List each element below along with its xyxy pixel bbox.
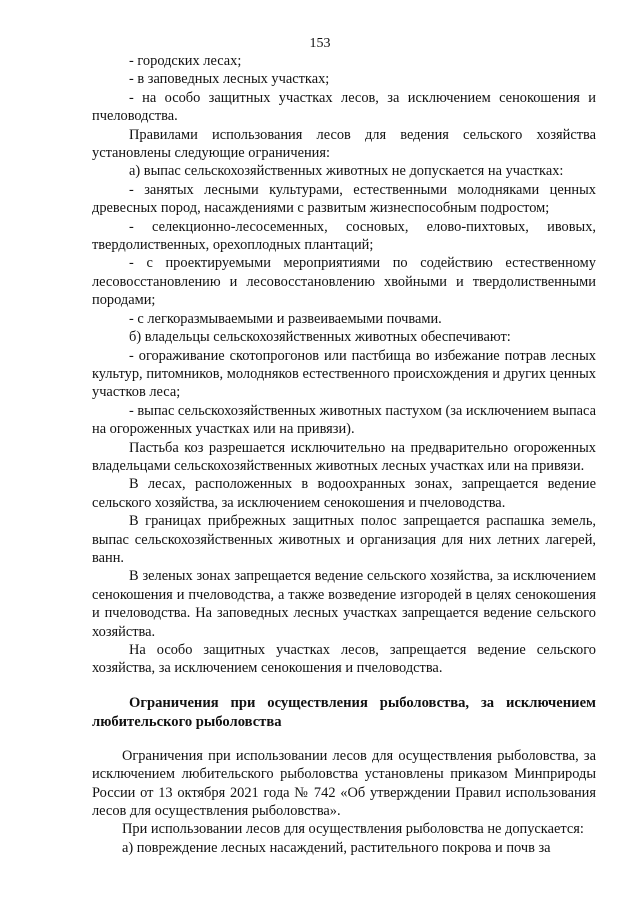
document-body <box>92 52 596 857</box>
paragraph-grazing-restrictions: а) выпас сельскохозяйственных животных не допускается на участках: <box>129 163 564 180</box>
paragraph-coastal-strips: В границах прибрежных защитных полос запрещается распашка земель, выпас сельскохозяйственных животных и организация для них летних лагерей, ванн. <box>92 513 596 566</box>
paragraph-owners-obligations: б) владельцы сельскохозяйственных животных обеспечивают: <box>129 329 511 346</box>
paragraph-goats: Пастьба коз разрешается исключительно на предварительно огороженных владельцами сельскохозяйственных животных лесных участках или на привязи. <box>92 439 596 474</box>
list-item-erodible-soils: - с легкоразмываемыми и развеиваемыми почвами. <box>129 310 442 327</box>
list-item-reserve-plots: - в заповедных лесных участках; <box>129 71 330 88</box>
list-item-fencing: - огораживание скотопрогонов или пастбища во избежание потрав лесных культур, питомников, молодняков естественного происхождения и других ценных участков леса; <box>92 347 596 401</box>
paragraph-water-protection: В лесах, расположенных в водоохранных зонах, запрещается ведение сельского хозяйства, за исключением сенокошения и пчеловодства. <box>92 476 596 511</box>
list-item-shepherd: - выпас сельскохозяйственных животных пастухом (за исключением выпаса на огороженных участках или на привязи). <box>92 402 596 438</box>
paragraph-damage: а) повреждение лесных насаждений, растительного покрова и почв за <box>122 839 551 856</box>
paragraph-agriculture-rules: Правилами использования лесов для ведения сельского хозяйства установлены следующие ограничения: <box>92 126 596 162</box>
paragraph-green-zones: В зеленых зонах запрещается ведение сельского хозяйства, за исключением сенокошения и пчеловодства, а также возведение изгородей в целях сенокошения и пчеловодства. На заповедных лесных участках запрещается ведение сельского хозяйства. <box>92 568 596 640</box>
list-item-urban-forests: - городских лесах; <box>129 53 242 69</box>
section-heading: Ограничения при осуществления рыболовства, за исключением любительского рыболовства <box>92 694 596 730</box>
list-item-protected-plots: - на особо защитных участках лесов, за исключением сенокошения и пчеловодства. <box>92 89 596 125</box>
page-number: 153 <box>309 36 331 51</box>
paragraph-not-allowed: При использовании лесов для осуществления рыболовства не допускается: <box>122 821 584 838</box>
list-item-forest-cultures: - занятых лесными культурами, естественными молодняками ценных древесных пород, насаждениями с развитым жизнеспособным подростом; <box>92 181 596 217</box>
paragraph-fishing-order: Ограничения при использовании лесов для осуществления рыболовства, за исключением любительского рыболовства установлены приказом Минприроды России от 13 октября 2021 года № 742 «Об утверждении Правил использования лесов для осуществления рыболовства». <box>92 747 596 820</box>
paragraph-protected-areas: На особо защитных участках лесов, запрещается ведение сельского хозяйства, за исключением сенокошения и пчеловодства. <box>92 642 596 677</box>
list-item-reforestation: - с проектируемыми мероприятиями по содействию естественному лесовосстановлению и лесовосстановлению хвойными и твердолиственными породами; <box>92 255 596 309</box>
list-item-plantations: - селекционно-лесосеменных, сосновых, елово-пихтовых, ивовых, твердолиственных, орехоплодных плантаций; <box>92 218 596 254</box>
